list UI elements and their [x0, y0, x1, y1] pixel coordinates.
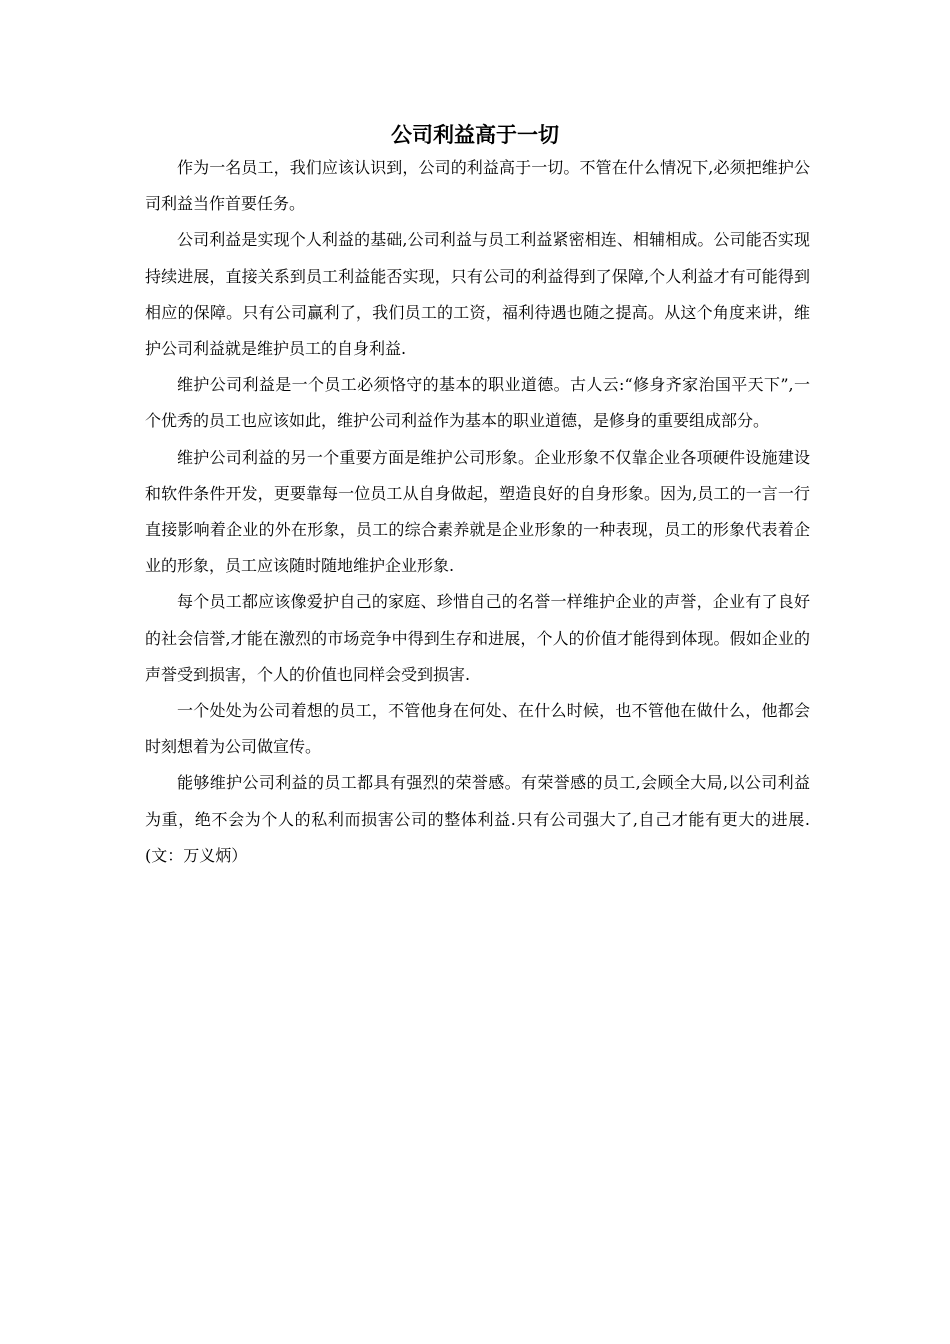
paragraph: 公司利益是实现个人利益的基础,公司利益与员工利益紧密相连、相辅相成。公司能否实现持续进展，直接关系到员工利益能否实现，只有公司的利益得到了保障,个人利益才有可能得到相应的保障。只有公司赢利了，我们员工的工资，福利待遇也随之提高。从这个角度来讲，维护公司利益就是维护员工的自身利益.: [145, 230, 810, 359]
paragraph: 维护公司利益的另一个重要方面是维护公司形象。企业形象不仅靠企业各项硬件设施建设和软件条件开发，更要靠每一位员工从自身做起，塑造良好的自身形象。因为,员工的一言一行直接影响着企业的外在形象，员工的综合素养就是企业形象的一种表现，员工的形象代表着企业的形象，员工应该随时随地维护企业形象.: [145, 447, 810, 576]
document-body: [145, 150, 810, 874]
paragraph: 每个员工都应该像爱护自己的家庭、珍惜自己的名誉一样维护企业的声誉，企业有了良好的社会信誉,才能在激烈的市场竞争中得到生存和进展，个人的价值才能得到体现。假如企业的声誉受到损害，个人的价值也同样会受到损害.: [145, 592, 810, 684]
document-title: 公司利益高于一切: [391, 123, 559, 147]
paragraph: 作为一名员工，我们应该认识到，公司的利益高于一切。不管在什么情况下,必须把维护公司利益当作首要任务。: [145, 158, 810, 214]
paragraph: 维护公司利益是一个员工必须恪守的基本的职业道德。古人云:“修身齐家治国平天下”,一个优秀的员工也应该如此，维护公司利益作为基本的职业道德，是修身的重要组成部分。: [145, 375, 810, 431]
paragraph: 能够维护公司利益的员工都具有强烈的荣誉感。有荣誉感的员工,会顾全大局,以公司利益为重，绝不会为个人的私利而损害公司的整体利益.只有公司强大了,自己才能有更大的进展.(文：万义炳）: [145, 773, 810, 865]
paragraph: 一个处处为公司着想的员工，不管他身在何处、在什么时候，也不管他在做什么，他都会时刻想着为公司做宣传。: [145, 701, 810, 757]
